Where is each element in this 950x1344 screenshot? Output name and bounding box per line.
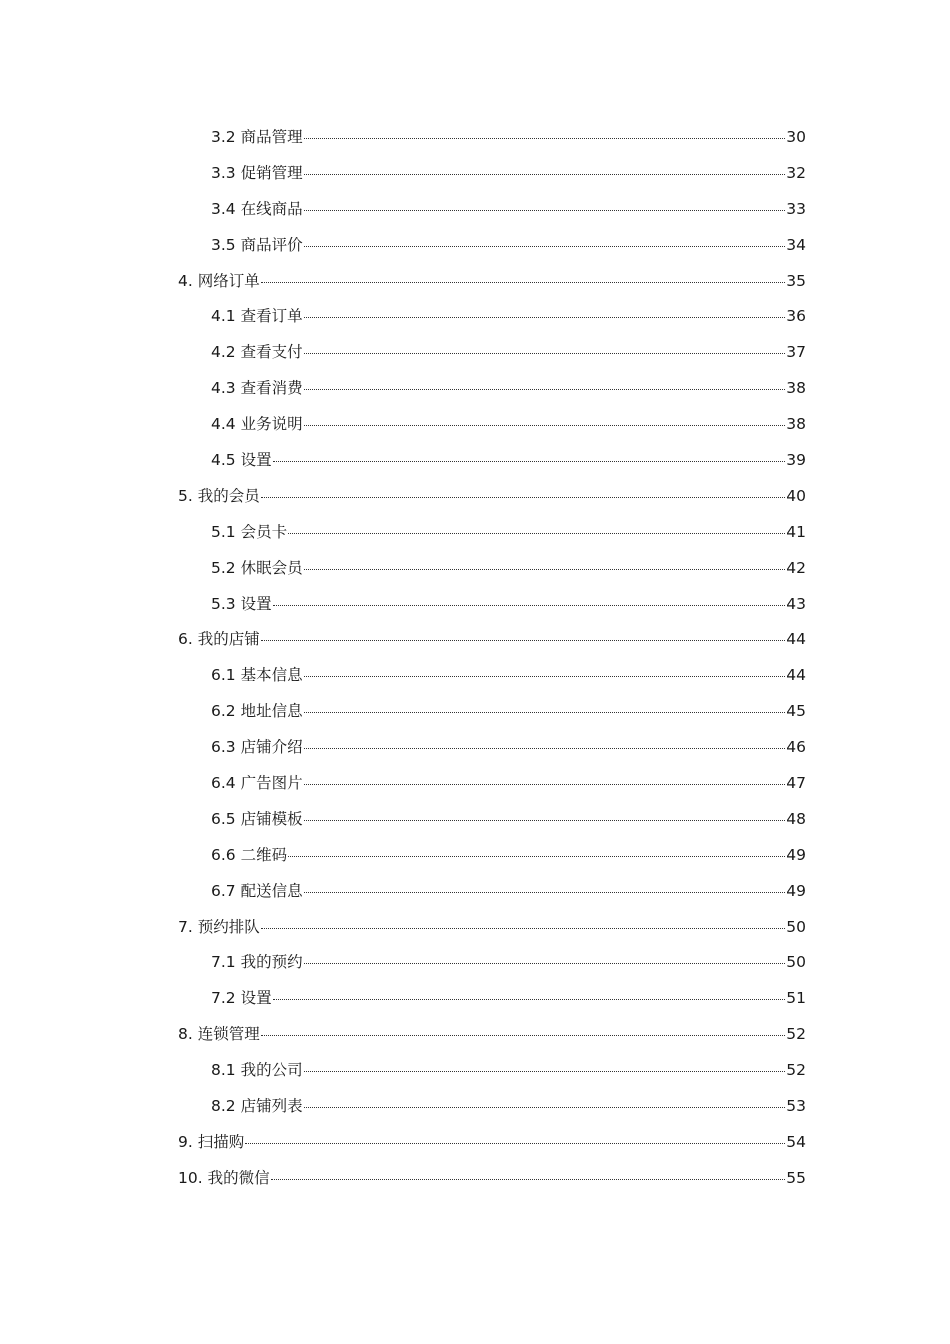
dot-leader — [261, 639, 786, 641]
dot-leader — [304, 388, 786, 390]
dot-leader — [304, 675, 786, 677]
toc-entry-page-number: 34 — [786, 235, 806, 254]
toc-entry-page-number: 39 — [786, 451, 806, 470]
toc-entry[interactable] — [178, 1125, 806, 1161]
toc-entry[interactable] — [178, 120, 806, 156]
toc-entry[interactable] — [178, 730, 806, 766]
toc-entry-label: 8.1 我的公司 — [211, 1061, 303, 1080]
toc-entry-page-number: 33 — [786, 199, 806, 218]
dot-leader — [304, 245, 786, 247]
toc-entry-page-number: 48 — [786, 809, 806, 828]
toc-entry-page-number: 50 — [786, 953, 806, 972]
toc-entry[interactable] — [178, 443, 806, 479]
toc-entry-label: 7.2 设置 — [211, 989, 272, 1008]
toc-entry[interactable] — [178, 1089, 806, 1125]
toc-entry-page-number: 47 — [786, 774, 806, 793]
dot-leader — [304, 209, 786, 211]
toc-entry[interactable] — [178, 264, 806, 300]
toc-entry[interactable] — [178, 694, 806, 730]
toc-entry[interactable] — [178, 192, 806, 228]
toc-entry[interactable] — [178, 838, 806, 874]
dot-leader — [288, 855, 785, 857]
dot-leader — [245, 1142, 785, 1144]
toc-entry-label: 6.2 地址信息 — [211, 702, 303, 721]
toc-entry[interactable] — [178, 802, 806, 838]
toc-entry-label: 10. 我的微信 — [178, 1168, 270, 1187]
dot-leader — [304, 891, 786, 893]
toc-entry-label: 4.1 查看订单 — [211, 307, 303, 326]
toc-entry-page-number: 49 — [786, 845, 806, 864]
toc-entry-page-number: 52 — [786, 1025, 806, 1044]
dot-leader — [261, 1034, 786, 1036]
dot-leader — [304, 1106, 786, 1108]
toc-entry[interactable] — [178, 587, 806, 623]
toc-entry[interactable] — [178, 479, 806, 515]
toc-entry-page-number: 38 — [786, 379, 806, 398]
toc-entry-page-number: 55 — [786, 1168, 806, 1187]
dot-leader — [304, 783, 786, 785]
toc-entry-label: 8. 连锁管理 — [178, 1025, 260, 1044]
toc-entry[interactable] — [178, 156, 806, 192]
toc-entry[interactable] — [178, 407, 806, 443]
toc-entry-page-number: 37 — [786, 343, 806, 362]
toc-entry[interactable] — [178, 228, 806, 264]
toc-entry-label: 6.4 广告图片 — [211, 774, 303, 793]
toc-entry-page-number: 36 — [786, 307, 806, 326]
toc-entry-label: 4.2 查看支付 — [211, 343, 303, 362]
toc-entry-label: 4. 网络订单 — [178, 271, 260, 290]
toc-entry-label: 9. 扫描购 — [178, 1132, 245, 1151]
dot-leader — [304, 819, 786, 821]
dot-leader — [304, 747, 786, 749]
dot-leader — [304, 568, 786, 570]
table-of-contents — [178, 120, 806, 1197]
toc-entry-page-number: 35 — [786, 271, 806, 290]
toc-entry-label: 3.3 促销管理 — [211, 163, 303, 182]
dot-leader — [288, 532, 785, 534]
toc-entry[interactable] — [178, 335, 806, 371]
toc-entry-label: 5.2 休眠会员 — [211, 558, 303, 577]
dot-leader — [271, 1178, 786, 1180]
toc-entry-label: 7. 预约排队 — [178, 917, 260, 936]
toc-entry-page-number: 30 — [786, 128, 806, 146]
toc-entry[interactable] — [178, 766, 806, 802]
toc-entry-label: 6.5 店铺模板 — [211, 809, 303, 828]
toc-entry-label: 3.2 商品管理 — [211, 128, 303, 146]
dot-leader — [304, 1070, 786, 1072]
dot-leader — [304, 352, 786, 354]
toc-entry[interactable] — [178, 910, 806, 946]
toc-entry[interactable] — [178, 515, 806, 551]
dot-leader — [273, 998, 786, 1000]
toc-entry-page-number: 43 — [786, 594, 806, 613]
dot-leader — [304, 137, 786, 139]
toc-entry[interactable] — [178, 945, 806, 981]
toc-entry-page-number: 45 — [786, 702, 806, 721]
toc-entry-label: 6.3 店铺介绍 — [211, 738, 303, 757]
toc-entry-label: 5.1 会员卡 — [211, 522, 288, 541]
toc-entry[interactable] — [178, 371, 806, 407]
toc-entry-page-number: 44 — [786, 630, 806, 649]
toc-entry[interactable] — [178, 658, 806, 694]
toc-entry-label: 5.3 设置 — [211, 594, 272, 613]
toc-entry-page-number: 41 — [786, 522, 806, 541]
toc-entry-page-number: 53 — [786, 1097, 806, 1116]
toc-entry[interactable] — [178, 1053, 806, 1089]
toc-entry-label: 6.7 配送信息 — [211, 881, 303, 900]
toc-entry[interactable] — [178, 1017, 806, 1053]
dot-leader — [261, 281, 786, 283]
toc-entry-page-number: 54 — [786, 1132, 806, 1151]
toc-entry-label: 3.5 商品评价 — [211, 235, 303, 254]
dot-leader — [273, 604, 786, 606]
dot-leader — [261, 496, 786, 498]
dot-leader — [261, 927, 786, 929]
toc-entry-label: 4.5 设置 — [211, 451, 272, 470]
toc-entry-label: 3.4 在线商品 — [211, 199, 303, 218]
toc-entry[interactable] — [178, 874, 806, 910]
toc-entry-label: 5. 我的会员 — [178, 486, 260, 505]
dot-leader — [304, 962, 786, 964]
toc-entry-label: 4.3 查看消费 — [211, 379, 303, 398]
toc-entry[interactable] — [178, 551, 806, 587]
dot-leader — [304, 173, 786, 175]
toc-entry-page-number: 52 — [786, 1061, 806, 1080]
toc-entry-page-number: 38 — [786, 415, 806, 434]
toc-entry[interactable] — [178, 1161, 806, 1197]
toc-entry[interactable] — [178, 622, 806, 658]
toc-entry-page-number: 46 — [786, 738, 806, 757]
toc-entry-page-number: 51 — [786, 989, 806, 1008]
toc-entry-page-number: 44 — [786, 666, 806, 685]
toc-entry-label: 7.1 我的预约 — [211, 953, 303, 972]
dot-leader — [273, 460, 786, 462]
toc-entry-label: 8.2 店铺列表 — [211, 1097, 303, 1116]
toc-entry-label: 6.6 二维码 — [211, 845, 288, 864]
toc-entry-label: 6.1 基本信息 — [211, 666, 303, 685]
toc-entry-label: 4.4 业务说明 — [211, 415, 303, 434]
toc-entry-page-number: 42 — [786, 558, 806, 577]
dot-leader — [304, 316, 786, 318]
toc-entry-label: 6. 我的店铺 — [178, 630, 260, 649]
toc-entry[interactable] — [178, 981, 806, 1017]
toc-entry-page-number: 50 — [786, 917, 806, 936]
toc-entry-page-number: 32 — [786, 163, 806, 182]
dot-leader — [304, 711, 786, 713]
dot-leader — [304, 424, 786, 426]
toc-entry-page-number: 40 — [786, 486, 806, 505]
toc-entry[interactable] — [178, 299, 806, 335]
toc-entry-page-number: 49 — [786, 881, 806, 900]
